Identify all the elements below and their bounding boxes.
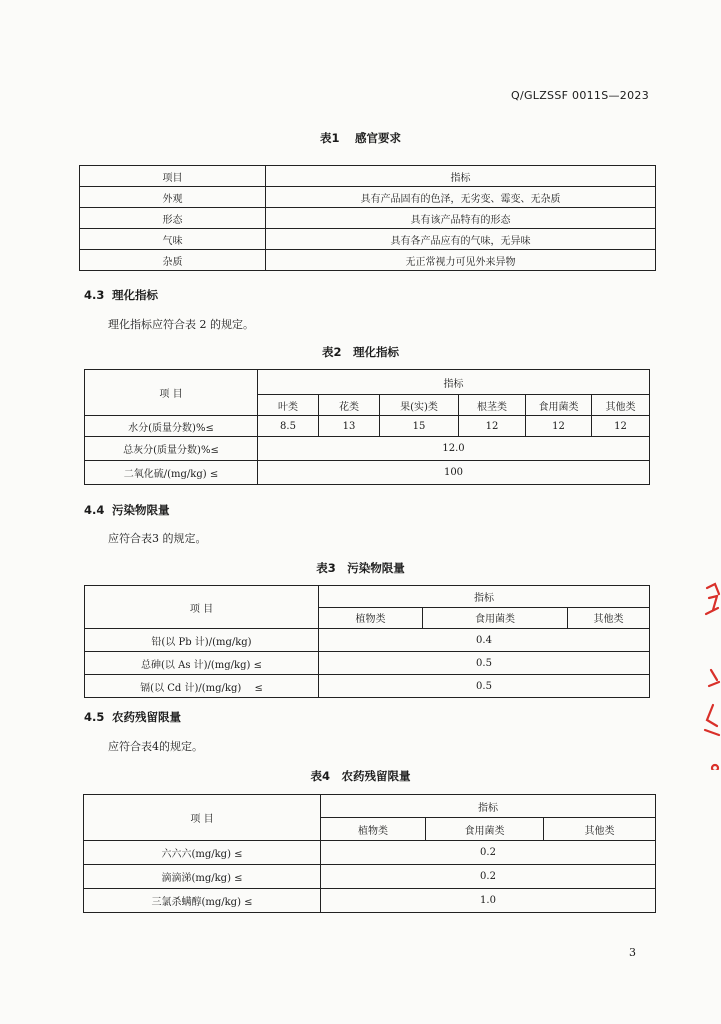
table-row	[84, 841, 656, 865]
row-value: 12	[592, 416, 650, 437]
table-pesticide-residue-limits	[83, 794, 656, 913]
header-item: 项 目	[85, 370, 258, 416]
row-label: 铅(以 Pb 计)/(mg/kg)	[85, 629, 319, 652]
table-row	[85, 437, 650, 461]
row-value: 1.0	[321, 889, 656, 913]
row-value: 具有产品固有的色泽，无劣变、霉变、无杂质	[266, 187, 656, 208]
section-paragraph: 应符合表3 的规定。	[108, 532, 207, 545]
row-value: 12	[526, 416, 592, 437]
section-title: 理化指标	[112, 288, 158, 302]
header-item: 项目	[80, 166, 266, 187]
row-label: 杂质	[80, 250, 266, 271]
row-label: 总灰分(质量分数)%≤	[85, 437, 258, 461]
row-value: 具有各产品应有的气味，无异味	[266, 229, 656, 250]
section-title: 农药残留限量	[112, 710, 181, 724]
page-number: 3	[629, 946, 636, 959]
row-label: 镉(以 Cd 计)/(mg/kg) ≤	[85, 675, 319, 698]
row-label: 滴滴涕(mg/kg) ≤	[84, 865, 321, 889]
row-label: 总砷(以 As 计)/(mg/kg) ≤	[85, 652, 319, 675]
table-row	[85, 416, 650, 437]
row-label: 水分(质量分数)%≤	[85, 416, 258, 437]
subheader-cell: 食用菌类	[423, 607, 568, 629]
row-value: 12	[459, 416, 526, 437]
row-label: 形态	[80, 208, 266, 229]
subheader-cell: 其他类	[592, 395, 650, 416]
table-row	[84, 865, 656, 889]
section-number: 4.5	[84, 710, 105, 724]
table-header-row	[80, 166, 656, 187]
subheader-cell: 其他类	[544, 818, 656, 841]
table-row	[85, 461, 650, 485]
header-indicator: 指标	[258, 370, 650, 395]
section-title: 污染物限量	[112, 503, 170, 517]
row-label: 外观	[80, 187, 266, 208]
table-row	[85, 629, 650, 652]
section-paragraph: 应符合表4的规定。	[108, 740, 203, 753]
section-heading-4-3	[84, 287, 158, 303]
header-indicator: 指标	[319, 586, 650, 608]
document-code: Q/GLZSSF 0011S—2023	[510, 89, 649, 102]
subheader-cell: 果(实)类	[380, 395, 459, 416]
table-row	[80, 250, 656, 271]
row-label: 三氯杀螨醇(mg/kg) ≤	[84, 889, 321, 913]
row-value: 0.5	[319, 675, 650, 698]
table-row	[84, 889, 656, 913]
table-row	[80, 229, 656, 250]
header-indicator: 指标	[321, 795, 656, 818]
row-value: 0.4	[319, 629, 650, 652]
row-label: 二氧化硫/(mg/kg) ≤	[85, 461, 258, 485]
section-heading-4-4	[84, 502, 170, 518]
table2-caption: 表2 理化指标	[321, 345, 399, 359]
subheader-cell: 花类	[319, 395, 380, 416]
row-value: 具有该产品特有的形态	[266, 208, 656, 229]
subheader-cell: 食用菌类	[526, 395, 592, 416]
section-number: 4.3	[84, 288, 105, 302]
row-value: 0.2	[321, 841, 656, 865]
row-value: 12.0	[258, 437, 650, 461]
row-value: 15	[380, 416, 459, 437]
row-value: 100	[258, 461, 650, 485]
row-value: 13	[319, 416, 380, 437]
table-sensory-requirements	[79, 165, 656, 271]
seal-stamp	[701, 570, 721, 770]
row-value: 0.2	[321, 865, 656, 889]
row-label: 气味	[80, 229, 266, 250]
table3-caption: 表3 污染物限量	[316, 561, 405, 575]
table-row	[80, 208, 656, 229]
table4-caption: 表4 农药残留限量	[310, 769, 411, 783]
subheader-cell: 植物类	[321, 818, 426, 841]
header-indicator: 指标	[266, 166, 656, 187]
row-value: 无正常视力可见外来异物	[266, 250, 656, 271]
subheader-cell: 食用菌类	[426, 818, 544, 841]
header-item: 项 目	[85, 586, 319, 629]
table-physicochemical	[84, 369, 650, 485]
table1-caption: 表1 感官要求	[319, 131, 401, 145]
subheader-cell: 根茎类	[459, 395, 526, 416]
row-label: 六六六(mg/kg) ≤	[84, 841, 321, 865]
table-contaminant-limits	[84, 585, 650, 698]
table-row	[80, 187, 656, 208]
subheader-cell: 叶类	[258, 395, 319, 416]
row-value: 8.5	[258, 416, 319, 437]
row-value: 0.5	[319, 652, 650, 675]
subheader-cell: 其他类	[568, 607, 650, 629]
subheader-cell: 植物类	[319, 607, 423, 629]
section-heading-4-5	[84, 709, 181, 725]
section-number: 4.4	[84, 503, 105, 517]
section-paragraph: 理化指标应符合表 2 的规定。	[108, 318, 254, 331]
table-row	[85, 652, 650, 675]
header-item: 项 目	[84, 795, 321, 841]
table-row	[85, 675, 650, 698]
